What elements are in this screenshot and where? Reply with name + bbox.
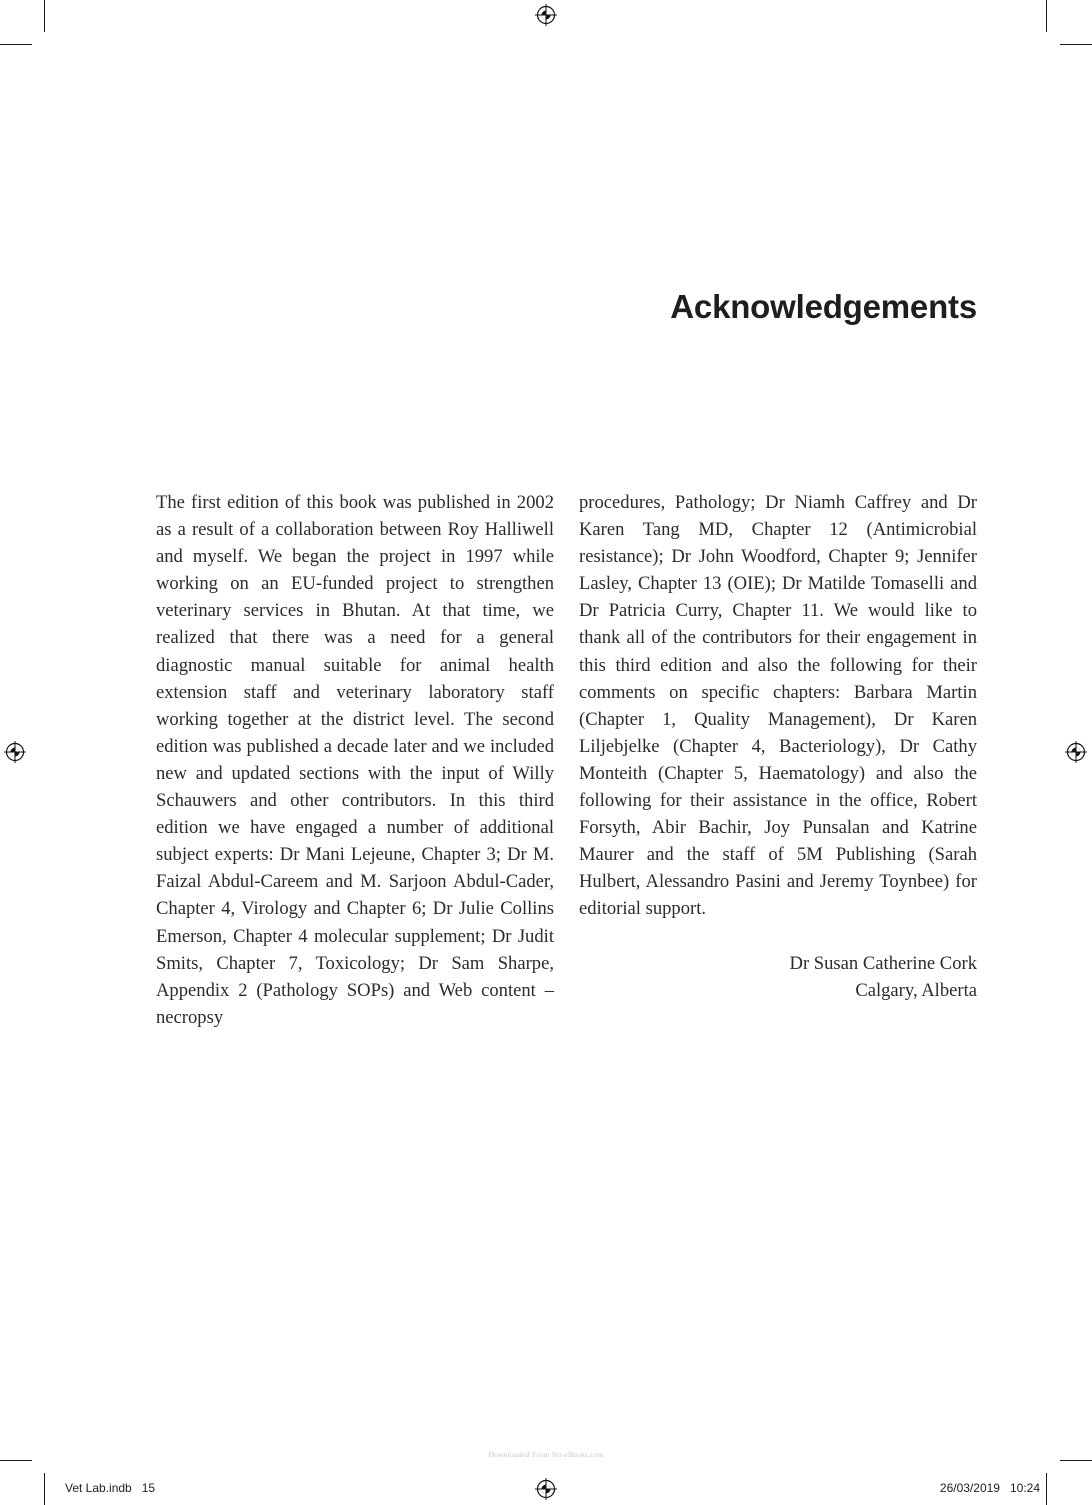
signature-block (579, 950, 977, 1004)
crop-mark (1060, 1460, 1092, 1461)
slug-timestamp: 26/03/2019 10:24 (939, 1481, 1040, 1495)
registration-target-icon (4, 741, 26, 763)
page-title: Acknowledgements (670, 288, 977, 325)
crop-mark (0, 44, 32, 45)
registration-target-icon (535, 4, 557, 26)
registration-target-icon (535, 1478, 557, 1500)
crop-mark (1046, 0, 1047, 32)
signature-name: Dr Susan Catherine Cork (789, 953, 977, 974)
slug-file-info: Vet Lab.indb 15 (65, 1481, 156, 1495)
signature-place: Calgary, Alberta (855, 980, 977, 1002)
crop-mark (44, 0, 45, 32)
crop-mark (0, 1460, 32, 1461)
crop-mark (44, 1473, 45, 1505)
crop-mark (1060, 44, 1092, 45)
body-column-right: procedures, Pathology; Dr Niamh Caffrey and Dr Karen Tang MD, Chapter 12 (Antimicrobial resistance); Dr John Woodford, Chapter 9; Jennifer Lasley, Chapter 13 (OIE); Dr Matilde Tomaselli and Dr Patricia Curry, Chapter 11. We would like to thank all of the contributors for their engagement in this third edition and also the following for their comments on specific chapters: Barbara Martin (Chapter 1, Quality Management), Dr Karen Liljebjelke (Chapter 4, Bacteriology), Dr Cathy Monteith (Chapter 5, Haematology) and also the following for their assistance in the office, Robert Forsyth, Abir Bachir, Joy Punsalan and Katrine Maurer and the staff of 5M Publishing (Sarah Hulbert, Alessandro Pasini and Jeremy Toynbee) for editorial support. (579, 492, 977, 920)
crop-mark (1046, 1473, 1047, 1505)
body-column-left: The first edition of this book was published in 2002 as a result of a collaboration between Roy Halliwell and myself. We began the project in 1997 while working on an EU-funded project to strengthen veterinary services in Bhutan. At that time, we realized that there was a need for a general diagnostic manual suitable for animal health extension staff and veterinary laboratory staff working together at the district level. The second edition was published a decade later and we included new and updated sections with the input of Willy Schauwers and other contributors. In this third edition we have engaged a number of additional subject experts: Dr Mani Lejeune, Chapter 3; Dr M. Faizal Abdul-Careem and M. Sarjoon Abdul-Cader, Chapter 4, Virology and Chapter 6; Dr Julie Collins Emerson, Chapter 4 molecular supplement; Dr Judit Smits, Chapter 7, Toxicology; Dr Sam Sharpe, Appendix 2 (Pathology SOPs) and Web content – necropsy (156, 492, 554, 1028)
download-watermark: Downloaded From Vet-eBooks.com (488, 1450, 604, 1459)
registration-target-icon (1065, 741, 1087, 763)
